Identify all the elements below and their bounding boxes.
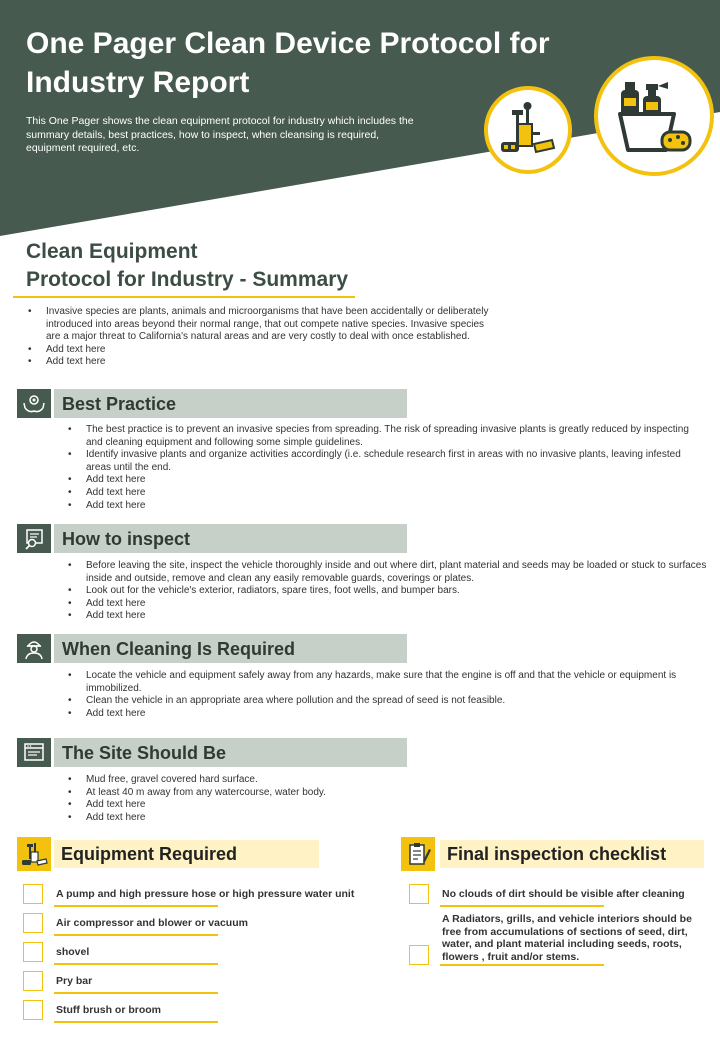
worker-icon [17,634,51,663]
equipment-item: shovel [56,946,90,958]
list-item: • Add text here [64,487,692,500]
list-item: • Invasive species are plants, animals and microorganisms that have been accidentally or deliberately introduced into areas beyond their normal range, that out compete native species. Invasive species are a major threat to California's natural areas and are very costly to deal with once established. [24,306,494,344]
list-item: • Add text here [64,500,692,513]
site-should-be-bullets [64,774,692,824]
list-item: • Add text here [64,799,692,812]
inspect-magnifier-icon [17,524,51,553]
summary-underline [13,296,355,298]
cleaning-bucket-icon [594,56,714,176]
list-item: • The best practice is to prevent an invasive species from spreading. The risk of spreading invasive plants is greatly reduced by inspecting and cleaning equipment and following some simple guidelines. [64,424,692,449]
list-item: • Add text here [64,610,716,623]
equipment-item: Pry bar [56,975,93,987]
list-item: • Add text here [64,598,716,611]
clipboard-pen-icon [401,837,435,871]
site-should-be-header [17,738,407,767]
section-title: The Site Should Be [62,743,227,763]
section-title: Equipment Required [61,844,238,864]
list-item: • Mud free, gravel covered hard surface. [64,774,692,787]
divider [440,964,604,966]
section-title: How to inspect [62,529,191,549]
list-item: • Before leaving the site, inspect the vehicle thoroughly inside and out where dirt, plant material and seeds may be loaded or stuck to surfaces inside and outside, remove and clean any easily removable guards, coverings or plates. [64,560,716,585]
list-item: • Add text here [24,356,494,369]
checkbox[interactable] [23,913,43,933]
best-practice-header [17,389,407,418]
site-should-be-bar [54,738,407,767]
checkbox[interactable] [23,1000,43,1020]
section-title: When Cleaning Is Required [62,639,296,659]
summary-title [26,238,348,294]
divider [54,963,218,965]
best-practice-bar [54,389,407,418]
checklist-item: A Radiators, grills, and vehicle interiors should be free from accumulations of sections of seed, dirt, water, and plant material including seeds, roots, flowers , fruit and/or stems. [442,913,692,963]
how-to-inspect-bar [54,524,407,553]
list-item: • Add text here [24,344,494,357]
list-item: • Add text here [64,474,692,487]
checkbox[interactable] [409,884,429,904]
list-item: • Clean the vehicle in an appropriate area where pollution and the spread of seed is not feasible. [64,695,692,708]
page-title: One Pager Clean Device Protocol for Industry Report [26,27,550,99]
divider [54,992,218,994]
cleaning-tools-icon [484,86,572,174]
list-item: • Locate the vehicle and equipment safely away from any hazards, make sure that the engine is off and that the vehicle or equipment is immobilized. [64,670,692,695]
summary-title-line-2: Protocol for Industry - Summary [26,268,349,291]
browser-window-icon [17,738,51,767]
checklist-item: No clouds of dirt should be visible after cleaning [442,888,685,900]
when-cleaning-bar [54,634,407,663]
hands-gear-icon [17,389,51,418]
equipment-item: Stuff brush or broom [56,1004,161,1016]
list-item: • Identify invasive plants and organize activities accordingly (i.e. schedule research first in areas with no invasive plants, leaving infested areas until the end. [64,449,692,474]
list-item: • At least 40 m away from any watercourse, water body. [64,787,692,800]
equipment-item: Air compressor and blower or vacuum [56,917,248,929]
section-title: Best Practice [62,394,177,414]
summary-bullets [24,306,494,369]
how-to-inspect-header [17,524,407,553]
equipment-item: A pump and high pressure hose or high pressure water unit [56,888,355,900]
divider [440,905,604,907]
checkbox[interactable] [23,942,43,962]
equipment-required-bar [54,840,319,868]
list-item: • Look out for the vehicle's exterior, radiators, spare tires, foot wells, and bumper bars. [64,585,716,598]
divider [54,1021,218,1023]
divider [54,905,218,907]
when-cleaning-header [17,634,407,663]
checkbox[interactable] [23,884,43,904]
checkbox[interactable] [409,945,429,965]
list-item: • Add text here [64,812,692,825]
how-to-inspect-bullets [64,560,716,623]
best-practice-bullets [64,424,692,512]
summary-title-line-1: Clean Equipment [26,240,198,263]
cleaning-tools-icon [17,837,51,871]
when-cleaning-bullets [64,670,692,720]
checkbox[interactable] [23,971,43,991]
section-title: Final inspection checklist [447,844,667,864]
header-description: This One Pager shows the clean equipment protocol for industry which includes the summary details, best practices, how to inspect, when cleansing is required, equipment required, etc. [26,115,414,154]
final-inspection-bar [440,840,704,868]
divider [54,934,218,936]
list-item: • Add text here [64,708,692,721]
